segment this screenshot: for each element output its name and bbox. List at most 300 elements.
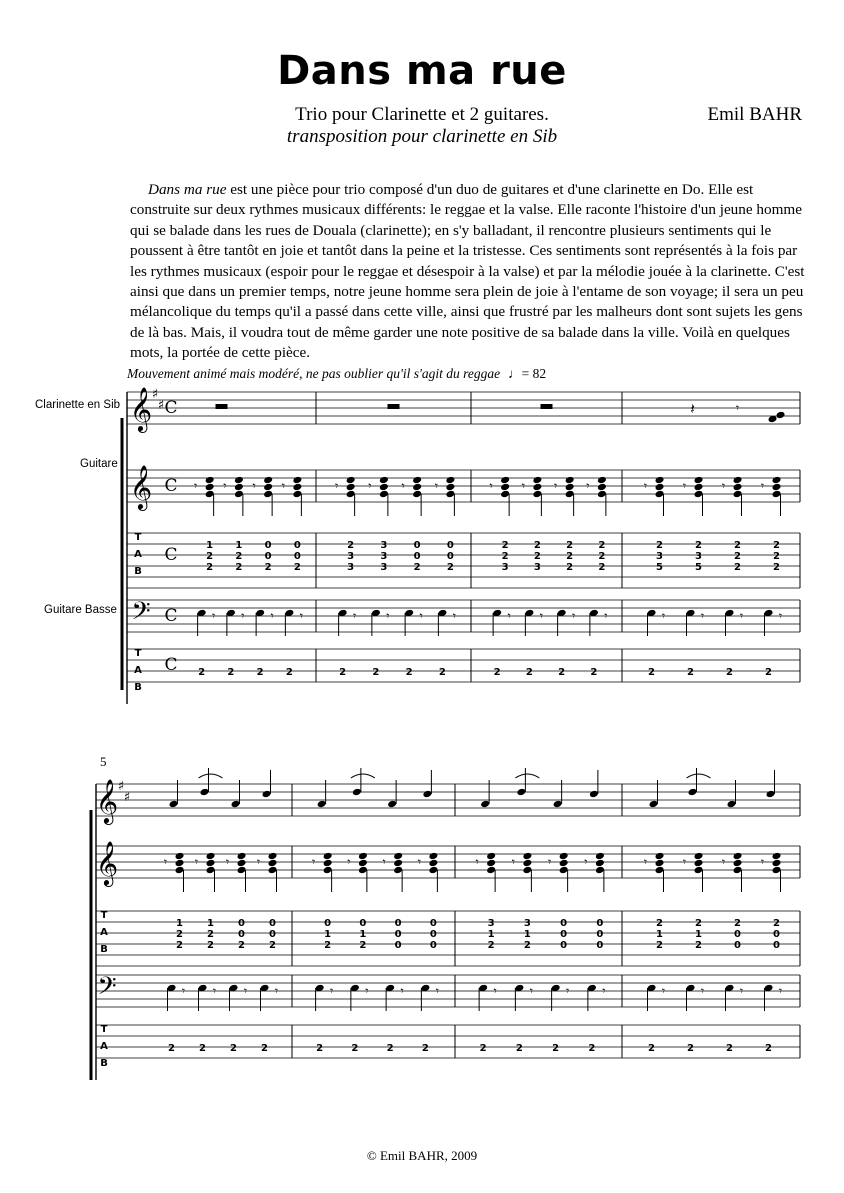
guitar-chord-note bbox=[346, 490, 356, 499]
clarinet-note bbox=[387, 800, 397, 809]
guitar-tab-fret: 2 bbox=[598, 540, 606, 551]
bass-tab-fret: 2 bbox=[230, 1043, 237, 1054]
eighth-rest: 𝄾 bbox=[554, 479, 558, 493]
guitar-chord-note bbox=[655, 483, 665, 492]
eighth-rest: 𝄾 bbox=[566, 984, 570, 998]
eighth-rest: 𝄾 bbox=[270, 609, 274, 623]
guitar-chord-note bbox=[694, 490, 704, 499]
guitar-tab-fret: 2 bbox=[773, 562, 780, 573]
guitar-chord-note bbox=[237, 859, 247, 868]
bass-tab-fret: 2 bbox=[590, 667, 598, 678]
copyright: © Emil BAHR, 2009 bbox=[366, 1148, 478, 1163]
guitar-chord-note bbox=[595, 859, 605, 868]
tab-letter-b: B bbox=[134, 566, 142, 577]
guitar-tab-fret: 2 bbox=[501, 540, 509, 551]
tab-letter-a: A bbox=[134, 665, 142, 676]
tab-letter-a: A bbox=[134, 549, 142, 560]
guitar-chord-note bbox=[268, 852, 278, 861]
bass-tab-fret: 2 bbox=[726, 1043, 733, 1054]
guitar-chord-note bbox=[694, 866, 704, 875]
guitar-chord-note bbox=[428, 852, 438, 861]
guitar-chord-note bbox=[428, 859, 438, 868]
bass-tab-fret: 2 bbox=[525, 667, 533, 678]
guitar-tab-fret: 2 bbox=[206, 551, 214, 562]
guitar-chord-note bbox=[694, 483, 704, 492]
guitar-tab-fret: 0 bbox=[269, 918, 276, 929]
bass-tab-fret: 2 bbox=[351, 1043, 359, 1054]
guitar-chord-note bbox=[522, 852, 532, 861]
guitar-chord-note bbox=[522, 866, 532, 875]
eighth-rest: 𝄾 bbox=[493, 984, 497, 998]
eighth-rest: 𝄾 bbox=[489, 479, 493, 493]
guitar-tab-fret: 3 bbox=[380, 551, 388, 562]
guitar-chord-note bbox=[358, 852, 368, 861]
slur bbox=[351, 774, 375, 778]
guitar-tab-fret: 2 bbox=[501, 551, 509, 562]
guitar-chord-note bbox=[237, 866, 247, 875]
bass-tab-fret: 2 bbox=[493, 667, 501, 678]
clarinet-note bbox=[262, 790, 272, 799]
guitar-chord-note bbox=[565, 476, 575, 485]
eighth-rest: 𝄾 bbox=[434, 479, 438, 493]
clarinet-note bbox=[776, 411, 786, 420]
eighth-rest: 𝄾 bbox=[739, 609, 744, 623]
bass-tab-fret: 2 bbox=[479, 1043, 487, 1054]
eighth-rest: 𝄾 bbox=[643, 855, 648, 869]
guitar-chord-note bbox=[532, 476, 542, 485]
intro-work-title: Dans ma rue bbox=[148, 181, 227, 198]
guitar-label: Guitare bbox=[80, 458, 118, 470]
eighth-rest: 𝄾 bbox=[584, 855, 588, 869]
guitar-tab-fret: 5 bbox=[656, 562, 663, 573]
eighth-rest: 𝄾 bbox=[700, 609, 705, 623]
guitar-tab-fret: 2 bbox=[176, 940, 183, 951]
time-signature: C bbox=[164, 398, 178, 418]
bass-tab-fret: 2 bbox=[386, 1043, 394, 1054]
guitar-tab-fret: 0 bbox=[429, 929, 437, 940]
guitar-chord-note bbox=[346, 476, 356, 485]
guitar-chord-note bbox=[237, 852, 247, 861]
transposition-note: transposition pour clarinette en Sib bbox=[286, 126, 558, 147]
guitar-chord-note bbox=[206, 852, 216, 861]
bass-tab-fret: 2 bbox=[261, 1043, 268, 1054]
guitar-chord-note bbox=[565, 490, 575, 499]
guitar-tab-fret: 0 bbox=[734, 940, 741, 951]
eighth-rest: 𝄾 bbox=[335, 479, 339, 493]
whole-rest bbox=[388, 404, 400, 409]
bass-tab-fret: 2 bbox=[648, 667, 655, 678]
eighth-rest: 𝄾 bbox=[760, 855, 765, 869]
bass-tab-fret: 2 bbox=[765, 1043, 772, 1054]
subtitle: Trio pour Clarinette et 2 guitares. bbox=[295, 104, 549, 125]
tab-letter-b: B bbox=[100, 1058, 108, 1069]
eighth-rest: 𝄾 bbox=[225, 855, 230, 869]
guitar-tab-fret: 0 bbox=[324, 918, 332, 929]
guitar-tab-fret: 0 bbox=[773, 940, 780, 951]
eighth-rest: 𝄾 bbox=[661, 609, 666, 623]
guitar-tab-fret: 0 bbox=[446, 540, 454, 551]
bass-clef: 𝄢 bbox=[97, 972, 117, 1007]
tab-letter-a: A bbox=[100, 1041, 108, 1052]
guitar-chord-note bbox=[733, 866, 743, 875]
guitar-chord-note bbox=[486, 866, 496, 875]
guitar-tab-fret: 2 bbox=[695, 918, 702, 929]
guitar-tab-fret: 0 bbox=[734, 929, 741, 940]
bass-tab-fret: 2 bbox=[339, 667, 347, 678]
guitar-tab-fret: 0 bbox=[413, 551, 421, 562]
guitar-tab-fret: 2 bbox=[347, 540, 355, 551]
guitar-tab-fret: 0 bbox=[773, 929, 780, 940]
eighth-rest: 𝄾 bbox=[274, 984, 279, 998]
guitar-chord-note bbox=[292, 483, 302, 492]
guitar-chord-note bbox=[655, 476, 665, 485]
guitar-tab-fret: 3 bbox=[347, 562, 355, 573]
guitar-chord-note bbox=[772, 483, 782, 492]
eighth-rest: 𝄾 bbox=[602, 984, 606, 998]
eighth-rest: 𝄾 bbox=[778, 984, 783, 998]
eighth-rest: 𝄾 bbox=[417, 855, 421, 869]
guitar-chord-note bbox=[263, 490, 273, 499]
eighth-rest: 𝄾 bbox=[739, 984, 744, 998]
guitar-chord-note bbox=[358, 859, 368, 868]
eighth-rest: 𝄾 bbox=[181, 984, 186, 998]
eighth-rest: 𝄾 bbox=[419, 609, 423, 623]
time-signature: C bbox=[164, 655, 178, 675]
guitar-tab-fret: 3 bbox=[533, 562, 541, 573]
guitar-tab-fret: 0 bbox=[238, 929, 245, 940]
eighth-rest: 𝄾 bbox=[194, 855, 199, 869]
tempo-text: Mouvement animé mais modéré, ne pas oublier qu'il s'agit du reggae bbox=[127, 366, 501, 381]
guitar-tab-fret: 0 bbox=[394, 940, 402, 951]
eighth-rest: 𝄾 bbox=[256, 855, 261, 869]
guitar-chord-note bbox=[205, 490, 215, 499]
guitar-chord-note bbox=[292, 490, 302, 499]
clarinet-note bbox=[553, 800, 563, 809]
guitar-chord-note bbox=[694, 852, 704, 861]
bass-clef: 𝄢 bbox=[131, 597, 151, 632]
bass-tab-fret: 2 bbox=[198, 667, 206, 678]
guitar-tab-fret: 0 bbox=[264, 551, 272, 562]
eighth-rest: 𝄾 bbox=[353, 609, 357, 623]
guitar-chord-note bbox=[175, 866, 185, 875]
bass-tab-fret: 2 bbox=[515, 1043, 523, 1054]
clarinet-note bbox=[231, 800, 241, 809]
eighth-rest: 𝄾 bbox=[212, 609, 216, 623]
guitar-chord-note bbox=[358, 866, 368, 875]
guitar-tab-fret: 0 bbox=[394, 918, 402, 929]
eighth-rest: 𝄾 bbox=[529, 984, 533, 998]
guitar-chord-note bbox=[445, 483, 455, 492]
eighth-rest: 𝄾 bbox=[521, 479, 525, 493]
bass-tab-fret: 2 bbox=[552, 1043, 560, 1054]
guitar-tab-fret: 1 bbox=[207, 918, 214, 929]
guitar-chord-note bbox=[268, 866, 278, 875]
guitar-tab-fret: 0 bbox=[359, 918, 367, 929]
guitar-chord-note bbox=[234, 490, 244, 499]
eighth-rest: 𝄾 bbox=[721, 855, 726, 869]
measure-number: 5 bbox=[100, 754, 107, 769]
eighth-rest: 𝄾 bbox=[661, 984, 666, 998]
guitar-chord-note bbox=[655, 852, 665, 861]
eighth-rest: 𝄾 bbox=[252, 479, 256, 493]
guitar-tab-fret: 2 bbox=[523, 940, 531, 951]
eighth-rest: 𝄾 bbox=[539, 609, 543, 623]
guitar-chord-note bbox=[522, 859, 532, 868]
guitar-chord-note bbox=[263, 476, 273, 485]
guitar-tab-fret: 1 bbox=[523, 929, 531, 940]
bass-tab-fret: 2 bbox=[316, 1043, 324, 1054]
guitar-tab-fret: 3 bbox=[656, 551, 663, 562]
tab-letter-t: T bbox=[100, 1024, 108, 1035]
guitar-chord-note bbox=[379, 483, 389, 492]
guitar-tab-fret: 2 bbox=[695, 540, 702, 551]
guitar-tab-fret: 3 bbox=[695, 551, 702, 562]
eighth-rest: 𝄾 bbox=[400, 984, 404, 998]
clarinet-note bbox=[480, 800, 490, 809]
guitar-tab-fret: 1 bbox=[324, 929, 332, 940]
guitar-chord-note bbox=[292, 476, 302, 485]
eighth-rest: 𝄾 bbox=[452, 609, 456, 623]
guitar-chord-note bbox=[393, 866, 403, 875]
eighth-rest: 𝄾 bbox=[241, 609, 245, 623]
guitar-chord-note bbox=[532, 483, 542, 492]
slur bbox=[199, 774, 223, 778]
guitar-tab-fret: 0 bbox=[560, 940, 568, 951]
guitar-tab-fret: 2 bbox=[235, 562, 243, 573]
eighth-rest: 𝄾 bbox=[643, 479, 648, 493]
guitar-tab-fret: 2 bbox=[269, 940, 276, 951]
score-layer bbox=[91, 387, 800, 1080]
guitar-tab-fret: 0 bbox=[394, 929, 402, 940]
guitar-tab-fret: 2 bbox=[207, 940, 214, 951]
eighth-rest: 𝄾 bbox=[511, 855, 515, 869]
guitar-chord-note bbox=[445, 476, 455, 485]
bass-tab-fret: 2 bbox=[405, 667, 413, 678]
guitar-chord-note bbox=[595, 852, 605, 861]
bass-tab-fret: 2 bbox=[588, 1043, 596, 1054]
bass-tab-fret: 2 bbox=[199, 1043, 206, 1054]
guitar-tab-fret: 2 bbox=[566, 551, 574, 562]
bass-tab-fret: 2 bbox=[227, 667, 235, 678]
guitar-tab-fret: 2 bbox=[734, 562, 741, 573]
guitar-chord-note bbox=[205, 483, 215, 492]
guitar-tab-fret: 2 bbox=[293, 562, 301, 573]
guitar-tab-fret: 2 bbox=[176, 929, 183, 940]
eighth-rest: 𝄾 bbox=[365, 984, 369, 998]
guitar-tab-fret: 0 bbox=[560, 918, 568, 929]
eighth-rest: 𝄾 bbox=[386, 609, 390, 623]
eighth-rest: 𝄾 bbox=[312, 855, 316, 869]
guitar-chord-note bbox=[428, 866, 438, 875]
eighth-rest: 𝄾 bbox=[475, 855, 479, 869]
guitar-chord-note bbox=[772, 476, 782, 485]
guitar-tab-fret: 2 bbox=[598, 562, 606, 573]
guitar-chord-note bbox=[559, 859, 569, 868]
time-signature: C bbox=[164, 545, 178, 565]
guitar-tab-fret: 0 bbox=[596, 918, 604, 929]
eighth-rest: 𝄾 bbox=[368, 479, 372, 493]
guitar-tab-fret: 0 bbox=[238, 918, 245, 929]
composer-name: Emil BAHR bbox=[707, 104, 802, 125]
bass-tab-fret: 2 bbox=[285, 667, 293, 678]
bass-tab-fret: 2 bbox=[168, 1043, 175, 1054]
clarinet-note bbox=[169, 800, 179, 809]
page-title: Dans ma rue bbox=[277, 48, 567, 94]
guitar-chord-note bbox=[393, 852, 403, 861]
time-signature: C bbox=[164, 476, 178, 496]
eighth-rest: 𝄾 bbox=[435, 984, 439, 998]
guitar-tab-fret: 2 bbox=[566, 540, 574, 551]
guitar-chord-note bbox=[379, 490, 389, 499]
eighth-rest: 𝄾 bbox=[721, 479, 726, 493]
clarinet-note bbox=[649, 800, 659, 809]
bass-tab-fret: 2 bbox=[765, 667, 772, 678]
guitar-chord-note bbox=[694, 859, 704, 868]
guitar-tab-fret: 1 bbox=[176, 918, 183, 929]
eighth-rest: 𝄾 bbox=[700, 984, 705, 998]
eighth-rest: 𝄾 bbox=[401, 479, 405, 493]
clarinet-note bbox=[516, 788, 526, 797]
eighth-rest: 𝄾 bbox=[507, 609, 511, 623]
guitar-tab-fret: 3 bbox=[347, 551, 355, 562]
guitar-chord-note bbox=[655, 490, 665, 499]
guitar-tab-fret: 3 bbox=[487, 918, 495, 929]
guitar-tab-fret: 3 bbox=[380, 540, 388, 551]
guitar-chord-note bbox=[733, 859, 743, 868]
key-sharp: ♯ bbox=[157, 398, 165, 413]
whole-rest bbox=[216, 404, 228, 409]
eighth-rest: 𝄾 bbox=[548, 855, 552, 869]
intro-text: est une pièce pour trio composé d'un duo de guitares et d'une clarinette en Do. Elle est construite sur deux rythmes musicaux différents: le reggae et la valse. Elle raconte l'histoire d'un jeune homme qui se balade dans les rues de Douala (clarinette); en s'y balladant, il rencontre plusieurs sentiments qui le poussent à être tantôt en joie et tantôt dans la peine et la tristesse. Ces sentiments sont représentés à la fois par les rythmes musicaux (espoir pour le reggae et désespoir à la valse) et par la mélodie jouée à la clarinette. C'est ainsi que dans un premier temps, notre jeune homme sera plein de joie à l'entame de son voyage; il sera un peu mélancolique du temps qu'il a passé dans cette ville, ainsi que frustré par les malheurs dont sont sujets les gens de là bas. Mais, il voudra tout de même garder une note positive de sa balade dans la ville. Voilà en quelques mots, la portée de cette pièce. bbox=[130, 181, 805, 362]
guitar-tab-fret: 0 bbox=[264, 540, 272, 551]
guitar-tab-fret: 3 bbox=[501, 562, 509, 573]
guitar-tab-fret: 2 bbox=[487, 940, 495, 951]
guitar-tab-fret: 0 bbox=[596, 940, 604, 951]
tab-letter-b: B bbox=[100, 944, 108, 955]
guitar-tab-fret: 2 bbox=[598, 551, 606, 562]
clarinet-note bbox=[589, 790, 599, 799]
guitar-chord-note bbox=[559, 852, 569, 861]
guitar-chord-note bbox=[379, 476, 389, 485]
guitar-chord-note bbox=[412, 476, 422, 485]
key-sharp: ♯ bbox=[151, 387, 159, 402]
guitar-chord-note bbox=[486, 859, 496, 868]
tab-letter-b: B bbox=[134, 682, 142, 693]
guitar-tab-fret: 2 bbox=[773, 551, 780, 562]
guitar-tab-fret: 0 bbox=[269, 929, 276, 940]
eighth-rest: 𝄾 bbox=[299, 609, 303, 623]
guitar-chord-note bbox=[597, 476, 607, 485]
guitar-chord-note bbox=[346, 483, 356, 492]
guitar-chord-note bbox=[597, 483, 607, 492]
tab-letter-t: T bbox=[134, 648, 142, 659]
guitar-tab-fret: 2 bbox=[695, 940, 702, 951]
guitar-chord-note bbox=[733, 476, 743, 485]
guitar-tab-fret: 0 bbox=[429, 918, 437, 929]
guitar-chord-note bbox=[412, 490, 422, 499]
bass-tab-fret: 2 bbox=[687, 1043, 694, 1054]
guitar-chord-note bbox=[205, 476, 215, 485]
quarter-rest: 𝄽 bbox=[690, 400, 695, 418]
guitar-tab-fret: 0 bbox=[413, 540, 421, 551]
guitar-tab-fret: 2 bbox=[656, 940, 663, 951]
eighth-rest: 𝄾 bbox=[572, 609, 576, 623]
guitar-chord-note bbox=[655, 866, 665, 875]
guitar-chord-note bbox=[323, 852, 333, 861]
slur bbox=[515, 774, 539, 778]
guitar-chord-note bbox=[559, 866, 569, 875]
guitar-tab-fret: 2 bbox=[206, 562, 214, 573]
guitar-tab-fret: 2 bbox=[264, 562, 272, 573]
bass-tab-fret: 2 bbox=[648, 1043, 655, 1054]
guitar-chord-note bbox=[412, 483, 422, 492]
slur bbox=[687, 774, 711, 778]
guitar-tab-fret: 1 bbox=[695, 929, 702, 940]
guitar-chord-note bbox=[597, 490, 607, 499]
guitar-tab-fret: 1 bbox=[487, 929, 495, 940]
guitar-tab-fret: 2 bbox=[566, 562, 574, 573]
guitar-tab-fret: 2 bbox=[734, 918, 741, 929]
guitar-tab-fret: 0 bbox=[596, 929, 604, 940]
guitar-chord-note bbox=[772, 859, 782, 868]
bass-tab-fret: 2 bbox=[438, 667, 446, 678]
guitar-chord-note bbox=[175, 852, 185, 861]
eighth-rest: 𝄾 bbox=[194, 479, 198, 493]
guitar-tab-fret: 5 bbox=[695, 562, 702, 573]
guitar-tab-fret: 0 bbox=[293, 540, 301, 551]
guitar-chord-note bbox=[532, 490, 542, 499]
eighth-rest: 𝄾 bbox=[735, 401, 740, 415]
clarinet-note bbox=[200, 788, 210, 797]
guitar-tab-fret: 2 bbox=[656, 918, 663, 929]
eighth-rest: 𝄾 bbox=[778, 609, 783, 623]
guitar-chord-note bbox=[655, 859, 665, 868]
guitar-tab-fret: 2 bbox=[533, 551, 541, 562]
guitar-tab-fret: 1 bbox=[359, 929, 367, 940]
guitar-tab-fret: 3 bbox=[380, 562, 388, 573]
guitar-tab-fret: 3 bbox=[523, 918, 531, 929]
guitar-chord-note bbox=[393, 859, 403, 868]
eighth-rest: 𝄾 bbox=[760, 479, 765, 493]
eighth-rest: 𝄾 bbox=[330, 984, 334, 998]
guitar-tab-fret: 2 bbox=[235, 551, 243, 562]
guitar-chord-note bbox=[268, 859, 278, 868]
clarinet-note bbox=[317, 800, 327, 809]
bass-tab-fret: 2 bbox=[687, 667, 694, 678]
guitar-chord-note bbox=[206, 866, 216, 875]
guitar-tab-fret: 2 bbox=[656, 540, 663, 551]
guitar-tab-fret: 0 bbox=[293, 551, 301, 562]
guitar-tab-fret: 2 bbox=[446, 562, 454, 573]
guitar-chord-note bbox=[206, 859, 216, 868]
tab-letter-t: T bbox=[134, 532, 142, 543]
guitar-chord-note bbox=[500, 476, 510, 485]
guitar-chord-note bbox=[234, 476, 244, 485]
guitar-chord-note bbox=[445, 490, 455, 499]
guitar-chord-note bbox=[772, 490, 782, 499]
guitar-tab-fret: 2 bbox=[533, 540, 541, 551]
guitar-chord-note bbox=[323, 866, 333, 875]
guitar-tab-fret: 0 bbox=[429, 940, 437, 951]
eighth-rest: 𝄾 bbox=[586, 479, 590, 493]
guitar-tab-fret: 1 bbox=[235, 540, 243, 551]
guitar-tab-fret: 2 bbox=[734, 551, 741, 562]
clarinet-note bbox=[766, 790, 776, 799]
eighth-rest: 𝄾 bbox=[212, 984, 217, 998]
metronome-mark: ♩= 82 bbox=[508, 366, 547, 381]
guitar-chord-note bbox=[234, 483, 244, 492]
eighth-rest: 𝄾 bbox=[604, 609, 608, 623]
